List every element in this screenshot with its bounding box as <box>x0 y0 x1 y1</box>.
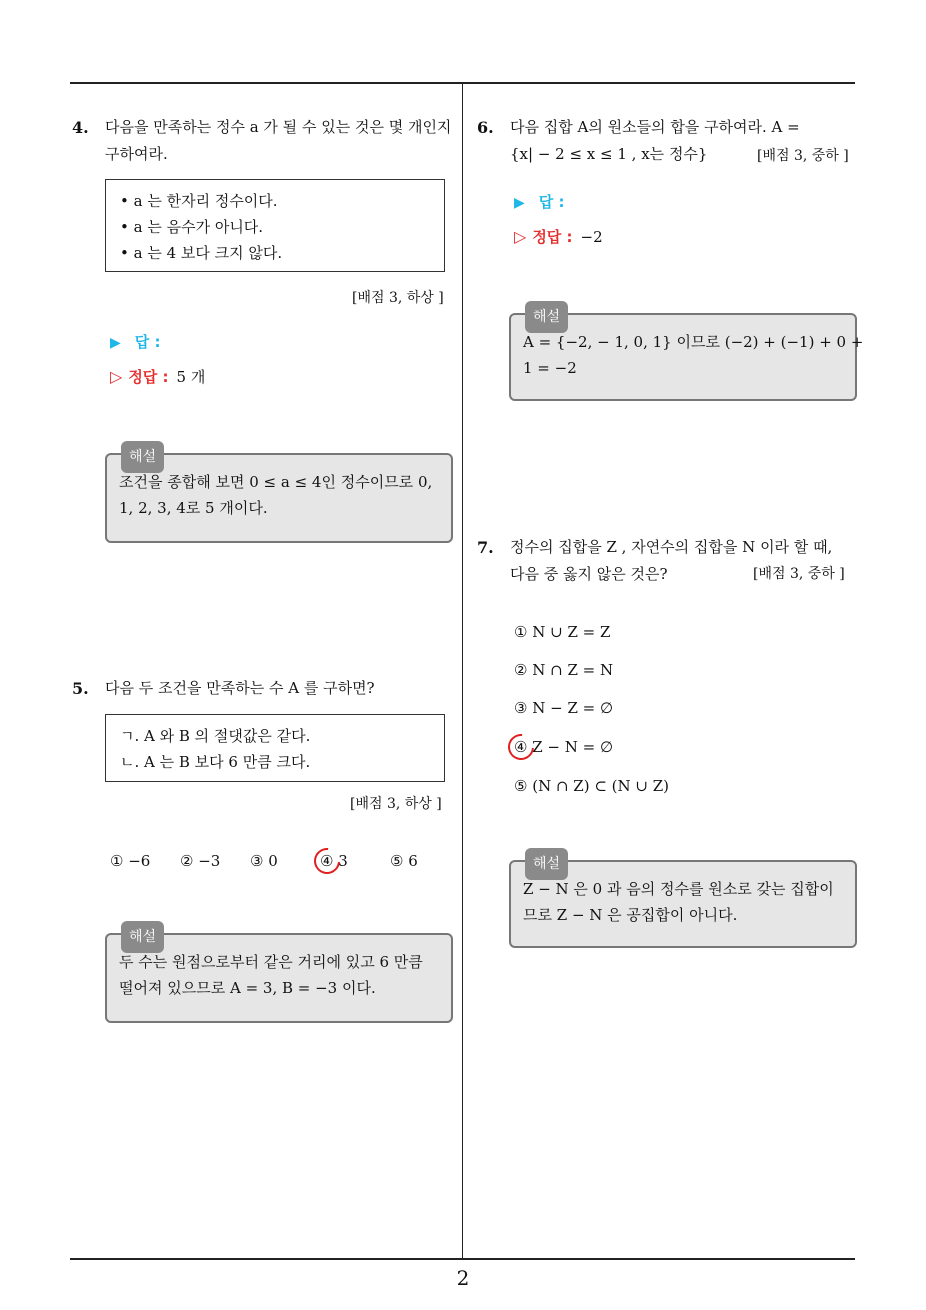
question-5-text-line1: 다음 두 조건을 만족하는 수 A 를 구하면? <box>105 679 375 697</box>
condition-item: • a 는 한자리 정수이다. <box>120 192 278 210</box>
question-4-answer <box>110 331 161 352</box>
question-7-text-line2: 다음 중 옳지 않은 것은? <box>510 565 668 583</box>
choice-1[interactable]: ① N ∪ Z = Z <box>514 623 611 641</box>
question-5-solution <box>105 929 453 1023</box>
choice-3[interactable]: ③ 0 <box>250 852 278 870</box>
question-6-number: 6. <box>477 118 494 137</box>
question-5-conditions <box>105 714 445 782</box>
question-7-number: 7. <box>477 538 494 557</box>
question-4-text-line2: 구하여라. <box>105 145 168 163</box>
question-4-correct-answer <box>110 366 205 387</box>
question-5-score: [배점 3, 하상 ] <box>350 796 442 812</box>
question-5-text <box>105 675 455 702</box>
solution-line2: 므로 Z − N 은 공집합이 아니다. <box>523 906 738 924</box>
choice-2[interactable]: ② −3 <box>180 852 221 870</box>
question-4-text-line1: 다음을 만족하는 정수 a 가 될 수 있는 것은 몇 개인지 <box>105 118 452 136</box>
answer-label: 답 : <box>134 333 161 351</box>
choice-4[interactable]: ④ Z − N = ∅ <box>514 738 614 756</box>
question-5-number: 5. <box>72 679 89 698</box>
question-4-text <box>105 114 455 168</box>
condition-item: ㄱ. A 와 B 의 절댓값은 같다. <box>120 727 311 745</box>
solution-line2: 1, 2, 3, 4로 5 개이다. <box>119 499 268 517</box>
condition-item: • a 는 음수가 아니다. <box>120 218 264 236</box>
solution-line1: Z − N 은 0 과 음의 정수를 원소로 갖는 집합이 <box>523 880 834 898</box>
question-7-text-line1: 정수의 집합을 Z , 자연수의 집합을 N 이라 할 때, <box>510 538 833 556</box>
solution-line1: A = {−2, − 1, 0, 1} 이므로 (−2) + (−1) + 0 + <box>523 333 864 351</box>
choice-5[interactable]: ⑤ (N ∩ Z) ⊂ (N ∪ Z) <box>514 777 670 795</box>
correct-value: 5 개 <box>176 368 206 386</box>
solution-tag: 해설 <box>121 441 164 473</box>
solution-line1: 두 수는 원점으로부터 같은 거리에 있고 6 만큼 <box>119 953 423 971</box>
solution-line2: 1 = −2 <box>523 359 577 377</box>
question-5-choices <box>110 852 450 874</box>
column-divider <box>462 84 463 1258</box>
solution-tag: 해설 <box>121 921 164 953</box>
page-number: 2 <box>456 1266 470 1290</box>
answer-label: 답 : <box>538 193 565 211</box>
choice-1[interactable]: ① −6 <box>110 852 151 870</box>
bottom-rule <box>70 1258 855 1260</box>
choice-2[interactable]: ② N ∩ Z = N <box>514 661 614 679</box>
play-arrow-icon: ▶ <box>514 195 525 211</box>
answer-mark-circle-icon <box>309 843 346 880</box>
question-6-solution <box>509 309 864 401</box>
solution-tag: 해설 <box>525 848 568 880</box>
answer-mark-circle-icon <box>503 729 540 766</box>
question-6-correct-answer <box>514 226 603 247</box>
condition-item: • a 는 4 보다 크지 않다. <box>120 244 283 262</box>
correct-label: 정답 : <box>532 228 573 246</box>
correct-label: 정답 : <box>128 368 169 386</box>
choice-3[interactable]: ③ N − Z = ∅ <box>514 699 614 717</box>
play-arrow-icon: ▶ <box>110 335 121 351</box>
solution-line2: 떨어져 있으므로 A = 3, B = −3 이다. <box>119 979 376 997</box>
question-6-score: [배점 3, 중하 ] <box>757 148 849 164</box>
question-6-text-line2: {x| − 2 ≤ x ≤ 1 , x는 정수} <box>510 145 708 163</box>
question-7-solution <box>509 856 857 948</box>
choice-5[interactable]: ⑤ 6 <box>390 852 418 870</box>
question-4-number: 4. <box>72 118 89 137</box>
question-4-solution <box>105 449 453 543</box>
question-7-score: [배점 3, 중하 ] <box>753 566 845 582</box>
solution-line1: 조건을 종합해 보면 0 ≤ a ≤ 4인 정수이므로 0, <box>119 473 433 491</box>
hollow-arrow-icon: ▷ <box>514 227 527 246</box>
question-6-text-line1: 다음 집합 A의 원소들의 합을 구하여라. A = <box>510 118 800 136</box>
condition-item: ㄴ. A 는 B 보다 6 만큼 크다. <box>120 753 311 771</box>
question-4-conditions <box>105 179 445 272</box>
hollow-arrow-icon: ▷ <box>110 367 123 386</box>
choice-4[interactable]: ④ 3 <box>320 852 348 870</box>
question-6-answer <box>514 191 565 212</box>
solution-tag: 해설 <box>525 301 568 333</box>
question-4-score: [배점 3, 하상 ] <box>352 290 444 306</box>
question-7-choices <box>514 623 844 803</box>
correct-value: −2 <box>580 228 603 246</box>
